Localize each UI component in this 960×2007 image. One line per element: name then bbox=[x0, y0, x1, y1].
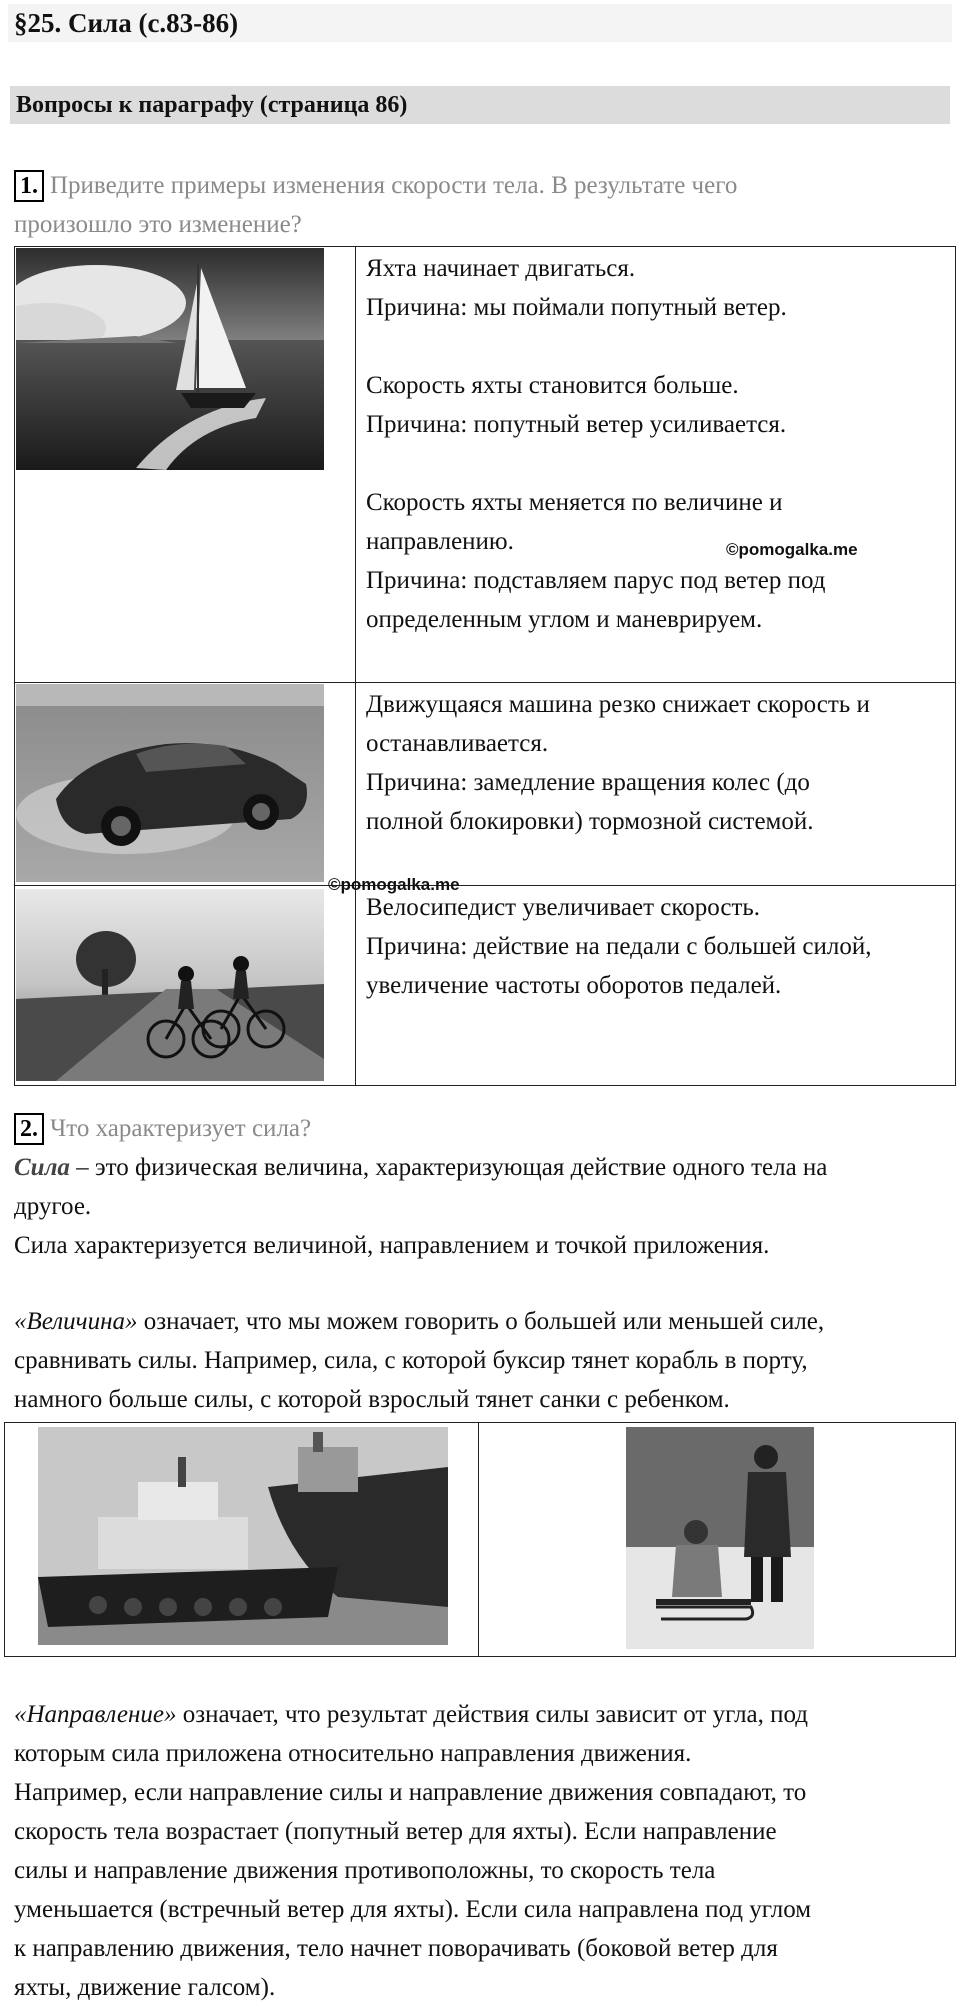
page-title: §25. Сила (с.83-86) bbox=[8, 4, 952, 42]
text-line: сравнивать силы. Например, сила, с которой буксир тянет корабль в порту, bbox=[14, 1347, 808, 1374]
line: Скорость яхты меняется по величине и bbox=[366, 489, 783, 516]
text-line: намного больше силы, с которой взрослый тянет санки с ребенком. bbox=[14, 1386, 730, 1413]
sailing-yacht-photo bbox=[16, 248, 324, 470]
question-text-line: Приведите примеры изменения скорости тела. В результате чего bbox=[50, 172, 738, 199]
text-line: к направлению движения, тело начнет поворачивать (боковой ветер для bbox=[14, 1935, 778, 1962]
section-title: Вопросы к параграфу (страница 86) bbox=[10, 86, 950, 124]
cyclists-photo bbox=[16, 889, 324, 1081]
watermark: ©pomogalka.me bbox=[726, 540, 858, 559]
line: Движущаяся машина резко снижает скорость и bbox=[366, 691, 870, 718]
watermark: ©pomogalka.me bbox=[328, 875, 460, 894]
question-number: 1. bbox=[14, 170, 44, 202]
text-cell bbox=[356, 247, 956, 683]
text-line: яхты, движение галсом). bbox=[14, 1974, 276, 2001]
magnitude-paragraph bbox=[14, 1302, 954, 1419]
direction-paragraph bbox=[14, 1695, 954, 2007]
braking-car-photo bbox=[16, 684, 324, 882]
question-2 bbox=[14, 1109, 944, 1148]
text-line: означает, что мы можем говорить о большей или меньшей силе, bbox=[137, 1308, 825, 1335]
line: полной блокировки) тормозной системой. bbox=[366, 808, 814, 835]
text-line: другое. bbox=[14, 1193, 92, 1220]
term-force: Сила bbox=[14, 1154, 70, 1181]
question-1 bbox=[14, 166, 944, 244]
line: Причина: подставляем парус под ветер под bbox=[366, 567, 826, 594]
text-line: силы и направление движения противоположны, то скорость тела bbox=[14, 1857, 716, 1884]
tugboat-ship-photo bbox=[38, 1427, 448, 1645]
text-line: которым сила приложена относительно направления движения. bbox=[14, 1740, 692, 1767]
line: останавливается. bbox=[366, 730, 549, 757]
text-line: Сила характеризуется величиной, направлением и точкой приложения. bbox=[14, 1232, 770, 1259]
text-cell bbox=[356, 886, 956, 1086]
question-text-line: произошло это изменение? bbox=[14, 211, 302, 238]
text-line: уменьшается (встречный ветер для яхты). Если сила направлена под углом bbox=[14, 1896, 812, 1923]
text-line: – это физическая величина, характеризующая действие одного тела на bbox=[69, 1154, 828, 1181]
line: Причина: замедление вращения колес (до bbox=[366, 769, 810, 796]
line: Причина: мы поймали попутный ветер. bbox=[366, 294, 787, 321]
sled-photo bbox=[626, 1427, 814, 1649]
line: определенным углом и маневрируем. bbox=[366, 606, 763, 633]
term-direction: «Направление» bbox=[14, 1701, 177, 1728]
definition-paragraph bbox=[14, 1148, 954, 1265]
line: Скорость яхты становится больше. bbox=[366, 372, 739, 399]
question-text: Что характеризует сила? bbox=[50, 1115, 312, 1142]
term-magnitude: «Величина» bbox=[14, 1308, 138, 1335]
line: увеличение частоты оборотов педалей. bbox=[366, 972, 782, 999]
line: Причина: действие на педали с большей силой, bbox=[366, 933, 872, 960]
question-number: 2. bbox=[14, 1113, 44, 1145]
text-line: Например, если направление силы и направление движения совпадают, то bbox=[14, 1779, 807, 1806]
text-line: означает, что результат действия силы зависит от угла, под bbox=[176, 1701, 809, 1728]
text-line: скорость тела возрастает (попутный ветер для яхты). Если направление bbox=[14, 1818, 777, 1845]
text-cell bbox=[356, 683, 956, 886]
line: Яхта начинает двигаться. bbox=[366, 255, 636, 282]
line: Велосипедист увеличивает скорость. bbox=[366, 894, 761, 921]
line: Причина: попутный ветер усиливается. bbox=[366, 411, 787, 438]
line: направлению. bbox=[366, 528, 514, 555]
